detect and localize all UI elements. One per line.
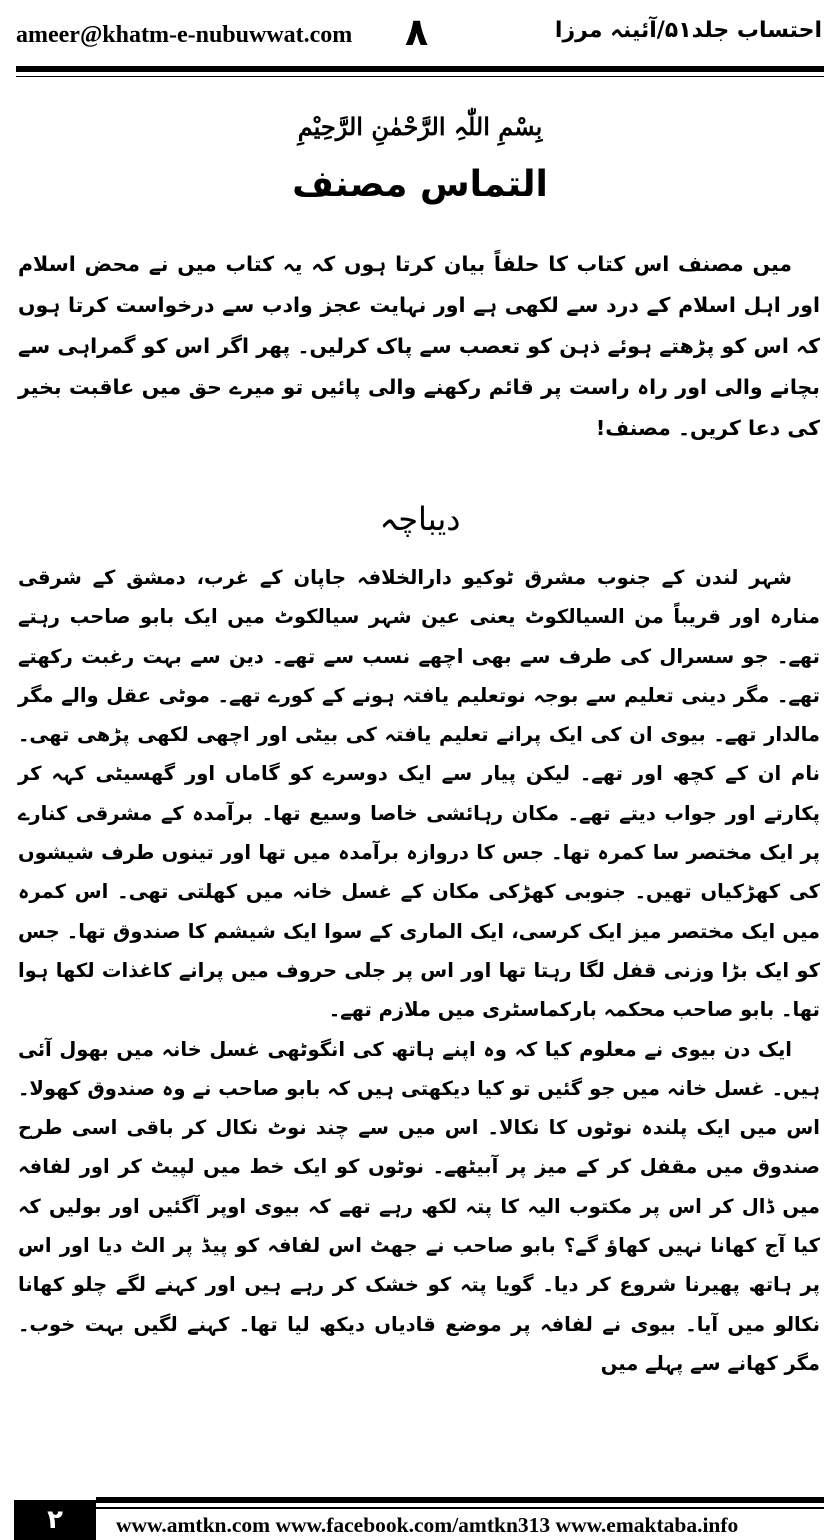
footer-page-number: ۲ [14,1500,96,1540]
header-rule-thin [16,76,824,77]
dibacha-heading: دیباچہ [379,500,461,538]
header-book-title: احتساب جلد۵۱/آئینہ مرزا [554,18,822,43]
page-header [0,0,840,70]
dibacha-paragraph-2: ایک دن بیوی نے معلوم کیا کہ وہ اپنے ہاتھ کی انگوٹھی غسل خانہ میں بھول آئی ہیں۔ غسل خانہ میں جو گئیں تو کیا دیکھتی ہیں کہ بابو صاحب نے وہ صندوق کھولا۔ اس میں ایک پلندہ نوٹوں کا نکالا۔ اس میں سے چند نوٹ نکال کر باقی اسی طرح صندوق میں مقفل کر کے میز پر آبیٹھے۔ نوٹوں کو ایک خط میں لپیٹ کر اور لفافہ میں ڈال کر اس پر مکتوب الیہ کا پتہ لکھ رہے تھے کہ بیوی اوپر آگئیں اور بولیں کہ کیا آج کھانا نہیں کھاؤ گے؟ بابو صاحب نے جھٹ اس لفافہ کو پیڈ پر الٹ دیا اور اس پر ہاتھ پھیرنا شروع کر دیا۔ گویا پتہ کو خشک کر رہے ہیں اور کہنے لگے چلو کھانا نکالو میں آیا۔ بیوی نے لفافہ پر موضع قادیاں دیکھ لیا تھا۔ کہنے لگیں بہت خوب۔ مگر کھانے سے پہلے میں [18,1037,820,1375]
dibacha-paragraph-1: شہر لندن کے جنوب مشرق ٹوکیو دارالخلافہ جاپان کے غرب، دمشق کے شرقی منارہ اور قریباً من السیالکوٹ یعنی عین شہر سیالکوٹ میں ایک بابو صاحب رہتے تھے۔ جو سسرال کی طرف سے بھی اچھے نسب سے تھے۔ دین سے بہت رغبت رکھتے تھے۔ مگر دینی تعلیم سے بوجہ نوتعلیم یافتہ ہونے کے کورے تھے۔ موٹی عقل والے مگر مالدار تھے۔ بیوی ان کی ایک پرانے تعلیم یافتہ کی بیٹی اور اچھی لکھی پڑھی تھی۔ نام ان کے کچھ اور تھے۔ لیکن پیار سے ایک دوسرے کو گاماں اور گھسیٹی کہہ کر پکارتے اور جواب دیتے تھے۔ مکان رہائشی خاصا وسیع تھا۔ برآمدہ کے مشرقی کنارے پر ایک مختصر سا کمرہ تھا۔ جس کا دروازہ برآمدہ میں تھا اور تینوں طرف شیشوں کی کھڑکیاں تھیں۔ جنوبی کھڑکی مکان کے غسل خانہ میں کھلتی تھی۔ اس کمرہ میں ایک مختصر میز ایک کرسی، ایک الماری کے سوا ایک شیشم کا صندوق تھا۔ جس کو ایک بڑا وزنی قفل لگا رہتا تھا اور اس پر جلی حروف میں پرانے کاغذات لکھا ہوا تھا۔ بابو صاحب محکمہ بارکماسٹری میں ملازم تھے۔ [18,566,820,1022]
dibacha-text [18,558,820,1383]
header-page-number: ٨ [405,10,429,54]
footer-links: www.amtkn.com www.facebook.com/amtkn313 www.emaktaba.info [116,1513,739,1537]
iltimas-paragraph: میں مصنف اس کتاب کا حلفاً بیان کرتا ہوں کہ یہ کتاب میں نے محض اسلام اور اہل اسلام کے درد سے لکھی ہے اور نہایت عجز وادب سے درخواست کرتا ہوں کہ اس کو پڑھتے ہوئے ذہن کو تعصب سے پاک کرلیں۔ پھر اگر اس کو گمراہی سے بچانے والی اور راہ راست پر قائم رکھنے والی پائیں تو میرے حق میں عاقبت بخیر کی دعا کریں۔ مصنف! [18,252,820,440]
header-rule-thick [16,66,824,72]
footer-rule-thin [96,1507,824,1509]
bismillah: بِسْمِ اللّٰہِ الرَّحْمٰنِ الرَّحِیْمِ [297,112,543,141]
iltimas-text [18,244,820,449]
header-email: ameer@khatm-e-nubuwwat.com [16,22,353,48]
footer-rule-thick [96,1497,824,1503]
iltimas-heading: التماس مصنف [292,164,548,205]
